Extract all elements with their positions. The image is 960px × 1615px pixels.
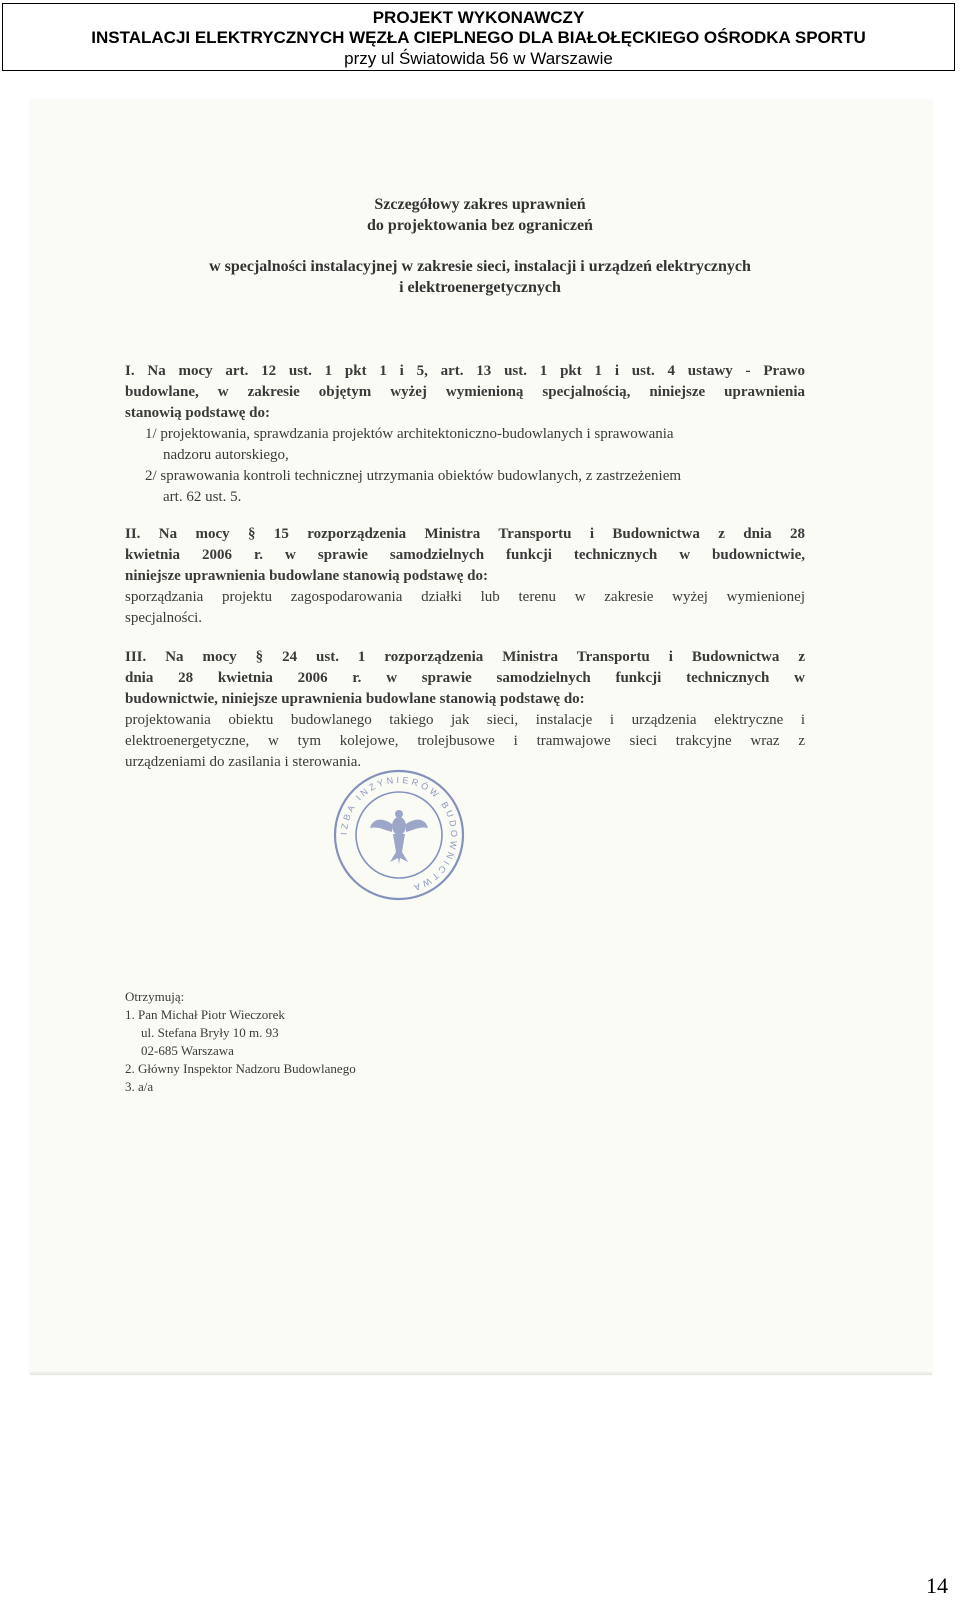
recipient-item: 3. a/a — [125, 1079, 154, 1094]
section-2-line: kwietnia 2006 r. w sprawie samodzielnych funkcji technicznych w budownictwie, — [125, 547, 805, 563]
section-3 — [125, 647, 805, 773]
section-2 — [125, 524, 805, 629]
section-1-item-1: 1/ projektowania, sprawdzania projektów architektoniczno-budowlanych i sprawowania — [145, 426, 674, 442]
section-1 — [125, 361, 805, 508]
section-1-item-2-cont: art. 62 ust. 5. — [163, 489, 242, 505]
page-number: 14 — [926, 1573, 948, 1598]
section-2-body-cont: specjalności. — [125, 610, 203, 626]
section-3-body: projektowania obiektu budowlanego takiego jak sieci, instalacje i urządzenia elektryczne i — [125, 712, 805, 728]
section-2-line: niniejsze uprawnienia budowlane stanowią podstawę do: — [125, 568, 488, 584]
certificate-subtitle: do projektowania bez ograniczeń — [367, 217, 593, 234]
recipient-item: 2. Główny Inspektor Nadzoru Budowlanego — [125, 1061, 356, 1076]
recipients-list — [125, 988, 356, 1096]
section-1-item-2: 2/ sprawowania kontroli technicznej utrzymania obiektów budowlanych, z zastrzeżeniem — [145, 468, 682, 484]
section-3-line: budownictwie, niniejsze uprawnienia budowlane stanowią podstawę do: — [125, 691, 585, 707]
header-project-type: PROJEKT WYKONAWCZY — [372, 8, 585, 27]
section-2-line: II. Na mocy § 15 rozporządzenia Ministra Transportu i Budownictwa z dnia 28 — [125, 526, 805, 542]
section-1-item-1-cont: nadzoru autorskiego, — [163, 447, 289, 463]
section-2-body: sporządzania projektu zagospodarowania działki lub terenu w zakresie wyżej wymienionej — [125, 589, 805, 605]
header-project-title: INSTALACJI ELEKTRYCZNYCH WĘZŁA CIEPLNEGO DLA BIAŁOŁĘCKIEGO OŚRODKA SPORTU — [91, 28, 866, 47]
eagle-emblem-icon — [370, 810, 428, 864]
section-1-line: I. Na mocy art. 12 ust. 1 pkt 1 i 5, art. 13 ust. 1 pkt 1 i ust. 4 ustawy - Prawo — [125, 363, 805, 379]
scan-edge — [30, 1371, 932, 1375]
recipient-address: 02-685 Warszawa — [141, 1043, 234, 1058]
document-header — [2, 3, 955, 71]
section-1-line: budowlane, w zakresie objętym wyżej wymienioną specjalnością, niniejsze uprawnienia — [125, 384, 805, 400]
section-3-body: elektroenergetyczne, w tym kolejowe, trolejbusowe i tramwajowe sieci trakcyjne wraz z — [125, 733, 805, 749]
header-project-address: przy ul Światowida 56 w Warszawie — [344, 49, 613, 68]
section-3-line: dnia 28 kwietnia 2006 r. w sprawie samodzielnych funkcji technicznych w — [125, 670, 805, 686]
section-3-body: urządzeniami do zasilania i sterowania. — [125, 754, 362, 770]
recipient-item: 1. Pan Michał Piotr Wieczorek — [125, 1007, 285, 1022]
certificate-specialty-cont: i elektroenergetycznych — [399, 279, 561, 296]
stamp-text: IZBA INŻYNIERÓW BUDOWNICTWA — [338, 774, 460, 894]
section-1-line: stanowią podstawę do: — [125, 405, 271, 421]
recipients-heading: Otrzymują: — [125, 989, 185, 1004]
certificate-title: Szczegółowy zakres uprawnień — [374, 196, 586, 213]
official-stamp — [332, 768, 466, 902]
section-3-line: III. Na mocy § 24 ust. 1 rozporządzenia Ministra Transportu i Budownictwa z — [125, 649, 805, 665]
recipient-address: ul. Stefana Bryły 10 m. 93 — [141, 1025, 279, 1040]
certificate-specialty: w specjalności instalacyjnej w zakresie sieci, instalacji i urządzeń elektrycznych — [209, 258, 751, 275]
